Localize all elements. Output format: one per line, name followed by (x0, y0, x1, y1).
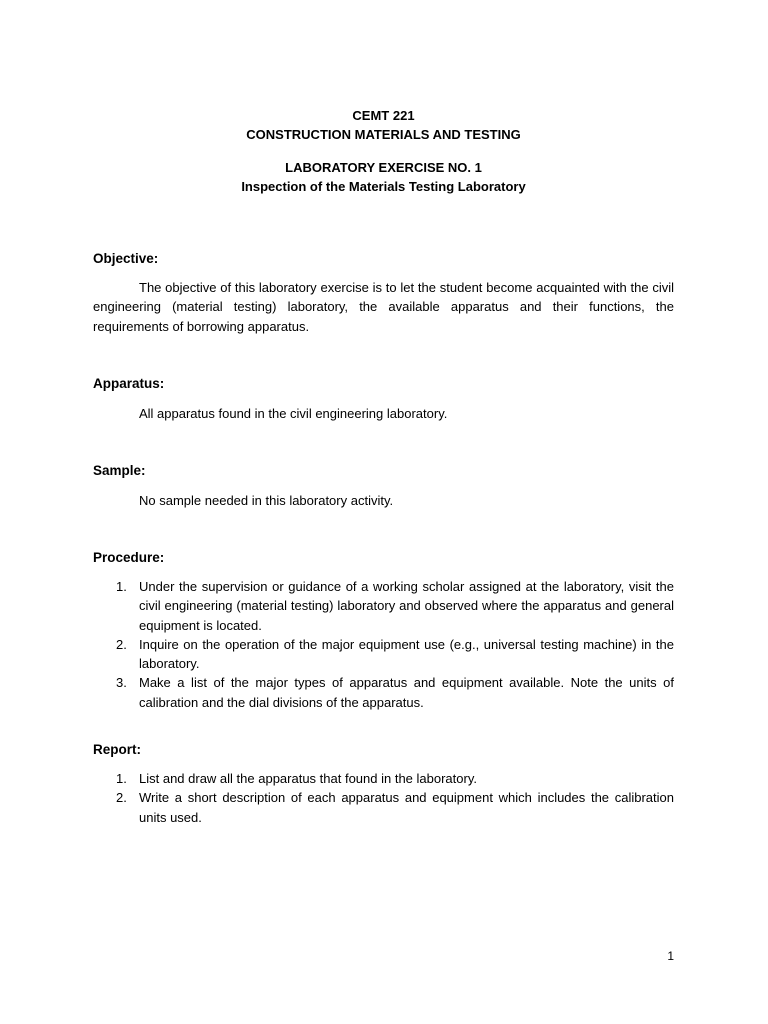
course-code: CEMT 221 (352, 108, 415, 123)
list-item-number: 2. (116, 636, 127, 652)
list-item (93, 577, 674, 635)
list-item-number: 1. (116, 579, 127, 594)
list-item-number: 3. (116, 675, 127, 691)
apparatus-text: All apparatus found in the civil engineering laboratory. (139, 406, 448, 421)
course-header (93, 106, 674, 144)
list-item-text: Write a short description of each apparatus and equipment which includes the calibration units used. (139, 790, 674, 825)
list-item-text: Make a list of the major types of apparatus and equipment available. Note the units of calibration and the dial divisions of the apparatus. (139, 675, 674, 710)
apparatus-heading: Apparatus: (93, 376, 165, 391)
list-item (93, 673, 674, 712)
list-item-number: 1. (116, 771, 127, 786)
procedure-heading: Procedure: (93, 550, 165, 565)
course-title: CONSTRUCTION MATERIALS AND TESTING (246, 127, 521, 142)
list-item-number: 2. (116, 790, 127, 806)
list-item-text: Under the supervision or guidance of a working scholar assigned at the laboratory, visit the civil engineering (material testing) laboratory and observed where the apparatus and general equipment is located. (139, 579, 674, 633)
objective-heading: Objective: (93, 251, 159, 266)
exercise-number: LABORATORY EXERCISE NO. 1 (285, 160, 482, 175)
objective-paragraph (93, 278, 674, 336)
list-item (93, 769, 674, 788)
list-item-text: List and draw all the apparatus that found in the laboratory. (139, 771, 477, 786)
procedure-list (93, 577, 674, 712)
page-number: 1 (667, 949, 674, 963)
sample-heading: Sample: (93, 463, 146, 478)
report-list (93, 769, 674, 827)
objective-text: The objective of this laboratory exercise is to let the student become acquainted with the civil engineering (material testing) laboratory, the available apparatus and their functions, the requirements of borrowing apparatus. (93, 280, 674, 334)
exercise-title: Inspection of the Materials Testing Laboratory (241, 179, 526, 194)
list-item (93, 635, 674, 674)
report-heading: Report: (93, 742, 141, 757)
list-item-text: Inquire on the operation of the major equipment use (e.g., universal testing machine) in the laboratory. (139, 636, 674, 672)
exercise-header (93, 158, 674, 196)
list-item (93, 788, 674, 827)
sample-text: No sample needed in this laboratory activity. (139, 493, 394, 508)
